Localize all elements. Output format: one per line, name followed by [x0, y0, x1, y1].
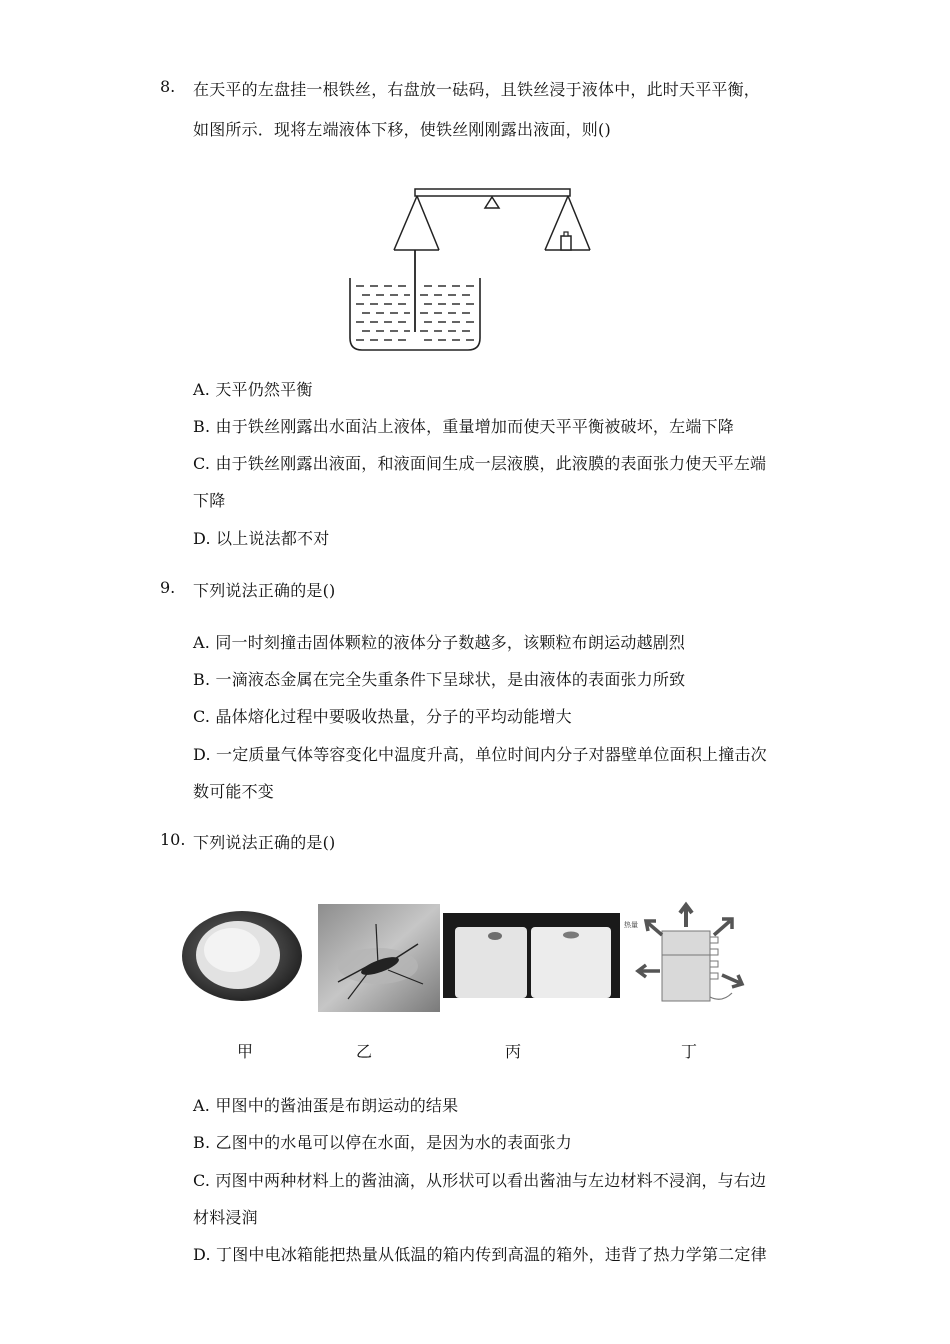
refrigerator-diagram — [622, 897, 752, 1007]
option-d: D. 一定质量气体等容变化中温度升高，单位时间内分子对器壁单位面积上撞击次 — [193, 745, 767, 764]
pivot-icon — [485, 197, 499, 208]
option-a: A. 甲图中的酱油蛋是布朗运动的结果 — [193, 1096, 459, 1115]
option-c: C. 丙图中两种材料上的酱油滴，从形状可以看出酱油与左边材料不浸润，与右边 — [193, 1171, 767, 1190]
option-d: D. 以上说法都不对 — [193, 529, 330, 548]
question-stem: 在天平的左盘挂一根铁丝，右盘放一砝码，且铁丝浸于液体中，此时天平平衡， — [193, 80, 761, 99]
arrow-left-icon — [638, 965, 660, 977]
question-number: 8. — [160, 77, 176, 96]
question-stem: 如图所示．现将左端液体下移，使铁丝刚刚露出液面，则() — [193, 120, 611, 139]
arrow-right-icon — [722, 975, 742, 987]
option-d: D. 丁图中电冰箱能把热量从低温的箱内传到高温的箱外，违背了热力学第二定律 — [193, 1245, 767, 1264]
option-c-continued: 下降 — [193, 491, 226, 510]
balance-diagram — [340, 180, 600, 355]
option-a: A. 同一时刻撞击固体颗粒的液体分子数越多，该颗粒布朗运动越剧烈 — [193, 633, 686, 652]
question-number: 10. — [160, 830, 186, 849]
water-strider-photo — [318, 904, 440, 1012]
question-stem: 下列说法正确的是() — [193, 833, 336, 852]
option-c: C. 由于铁丝刚露出液面，和液面间生成一层液膜，此液膜的表面张力使天平左端 — [193, 454, 767, 473]
option-a: A. 天平仍然平衡 — [193, 380, 313, 399]
balance-beam — [415, 189, 570, 196]
arrow-up-icon — [680, 905, 692, 927]
figure-caption: 丁 — [681, 1042, 698, 1061]
weight-icon — [561, 236, 571, 250]
option-c-continued: 材料浸润 — [193, 1208, 258, 1227]
heat-label: 热量 — [624, 921, 638, 929]
material-blocks-photo — [443, 913, 620, 998]
question-number: 9. — [160, 578, 176, 597]
option-b: B. 一滴液态金属在完全失重条件下呈球状，是由液体的表面张力所致 — [193, 670, 686, 689]
figure-caption: 丙 — [505, 1042, 522, 1061]
figure-caption: 乙 — [356, 1042, 373, 1061]
arrow-upright-icon — [714, 919, 732, 935]
option-c: C. 晶体熔化过程中要吸收热量，分子的平均动能增大 — [193, 707, 572, 726]
question-stem: 下列说法正确的是() — [193, 581, 336, 600]
soy-sauce-egg-photo — [180, 908, 305, 1003]
option-b: B. 乙图中的水黾可以停在水面，是因为水的表面张力 — [193, 1133, 572, 1152]
figure-caption: 甲 — [237, 1042, 254, 1061]
arrow-upleft-icon — [646, 921, 662, 935]
option-b: B. 由于铁丝刚露出水面沾上液体，重量增加而使天平平衡被破坏，左端下降 — [193, 417, 734, 436]
option-d-continued: 数可能不变 — [193, 782, 275, 801]
